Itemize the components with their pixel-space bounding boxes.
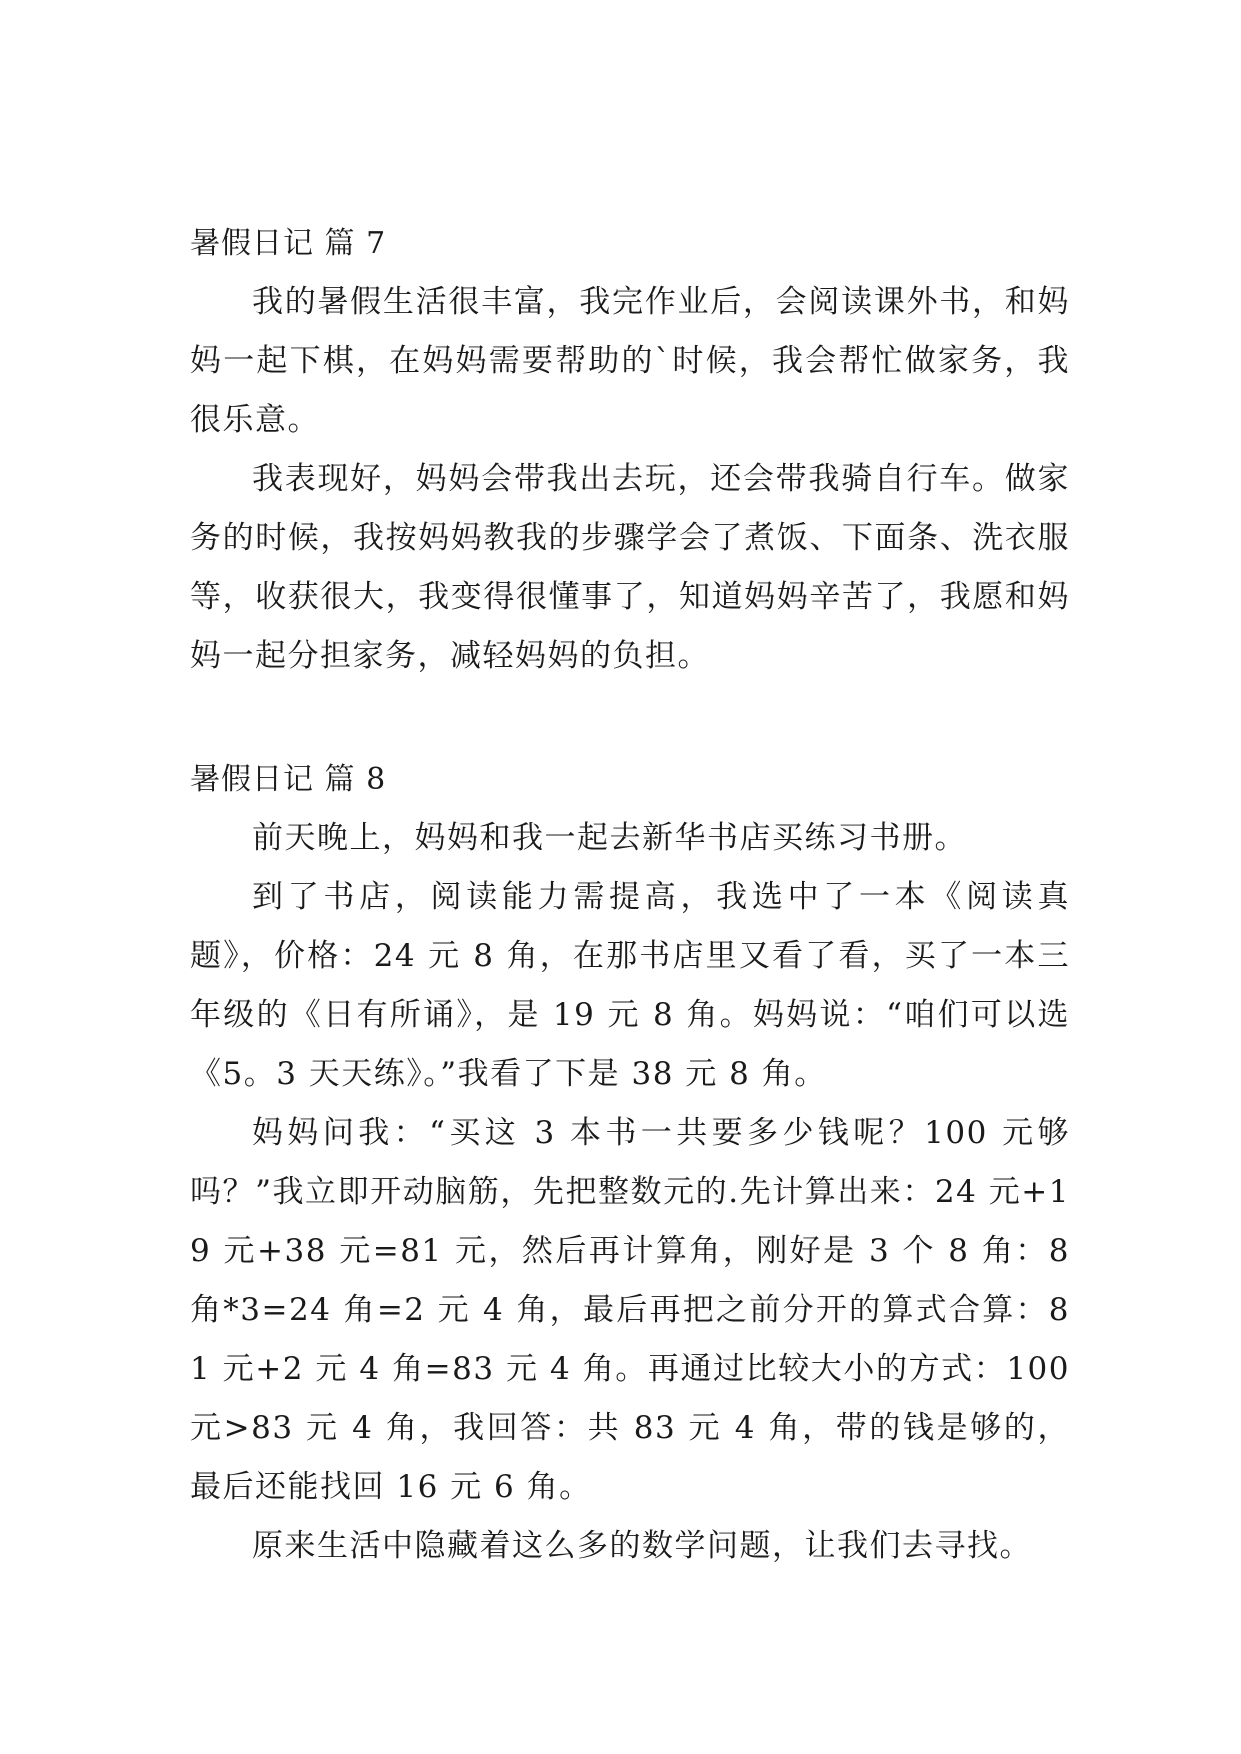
entry-title: 暑假日记 篇 7 — [190, 226, 387, 261]
paragraph: 我的暑假生活很丰富，我完作业后，会阅读课外书，和妈妈一起下棋，在妈妈需要帮助的`时候，我会帮忙做家务，我很乐意。 — [190, 284, 1070, 438]
paragraph: 妈妈问我：“买这 3 本书一共要多少钱呢？100 元够吗？”我立即开动脑筋，先把整数元的.先计算出来：24 元+19 元+38 元=81 元，然后再计算角，刚好是 3 个 8 角：8 角*3=24 角=2 元 4 角，最后再把之前分开的算式合算：81 元+2 元 4 角=83 元 4 角。再通过比较大小的方式：100 元>83 元 4 角，我回答：共 83 元 4 角，带的钱是够的，最后还能找回 16 元 6 角。 — [190, 1115, 1070, 1505]
paragraph: 原来生活中隐藏着这么多的数学问题，让我们去寻找。 — [252, 1528, 1032, 1564]
document-page — [190, 214, 1070, 1576]
diary-entry-7 — [190, 214, 1070, 686]
section-spacer — [190, 686, 1070, 750]
entry-title: 暑假日记 篇 8 — [190, 762, 387, 797]
paragraph: 前天晚上，妈妈和我一起去新华书店买练习书册。 — [252, 820, 967, 856]
diary-entry-8 — [190, 750, 1070, 1576]
paragraph: 我表现好，妈妈会带我出去玩，还会带我骑自行车。做家务的时候，我按妈妈教我的步骤学会了煮饭、下面条、洗衣服等，收获很大，我变得很懂事了，知道妈妈辛苦了，我愿和妈妈一起分担家务，减轻妈妈的负担。 — [190, 461, 1070, 674]
paragraph: 到了书店，阅读能力需提高，我选中了一本《阅读真题》，价格：24 元 8 角，在那书店里又看了看，买了一本三年级的《日有所诵》，是 19 元 8 角。妈妈说：“咱们可以选《5。3 天天练》。”我看了下是 38 元 8 角。 — [190, 879, 1070, 1092]
